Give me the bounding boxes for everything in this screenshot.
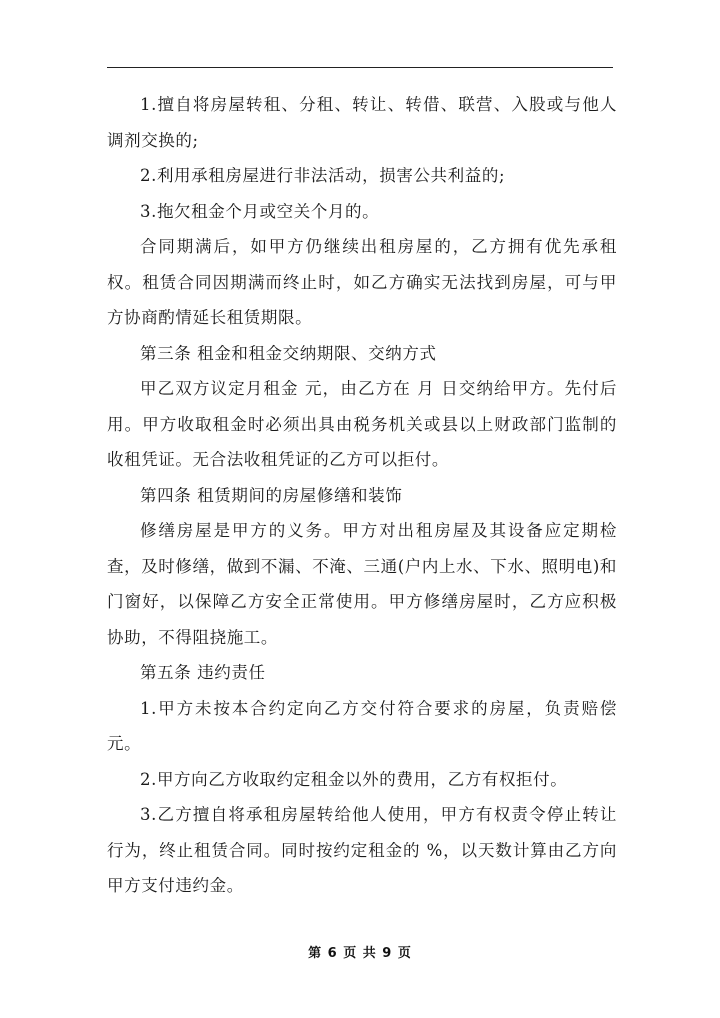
article-3-heading: 第三条 租金和租金交纳期限、交纳方式 — [140, 343, 437, 363]
breach-item-2: 2.甲方向乙方收取约定租金以外的费用，乙方有权拒付。 — [140, 769, 568, 789]
renewal-paragraph: 合同期满后，如甲方仍继续出租房屋的，乙方拥有优先承租权。租赁合同因期满而终止时，如乙方确实无法找到房屋，可与甲方协商酌情延长租赁期限。 — [107, 237, 617, 327]
breach-item-3: 3.乙方擅自将承租房屋转给他人使用，甲方有权责令停止转让行为，终止租赁合同。同时按约定租金的 %，以天数计算由乙方向甲方支付违约金。 — [107, 805, 617, 895]
article-5-heading: 第五条 违约责任 — [140, 663, 266, 682]
rent-paragraph: 甲乙双方议定月租金 元，由乙方在 月 日交纳给甲方。先付后用。甲方收取租金时必须出具由税务机关或县以上财政部门监制的收租凭证。无合法收租凭证的乙方可以拒付。 — [107, 379, 617, 469]
repair-paragraph: 修缮房屋是甲方的义务。甲方对出租房屋及其设备应定期检查，及时修缮，做到不漏、不淹、三通(户内上水、下水、照明电)和门窗好，以保障乙方安全正常使用。甲方修缮房屋时，乙方应积极协助，不得阻挠施工。 — [107, 521, 617, 647]
header-rule — [107, 67, 613, 68]
breach-item-1: 1.甲方未按本合约定向乙方交付符合要求的房屋，负责赔偿 元。 — [107, 698, 617, 753]
clause-item-3: 3.拖欠租金个月或空关个月的。 — [140, 201, 380, 221]
page-number: 第 6 页 共 9 页 — [308, 946, 412, 961]
clause-item-1: 1.擅自将房屋转租、分租、转让、转借、联营、入股或与他人调剂交换的; — [107, 95, 617, 150]
article-4-heading: 第四条 租赁期间的房屋修缮和装饰 — [140, 485, 403, 505]
clause-item-2: 2.利用承租房屋进行非法活动，损害公共利益的; — [140, 166, 506, 185]
document-body — [107, 87, 617, 904]
